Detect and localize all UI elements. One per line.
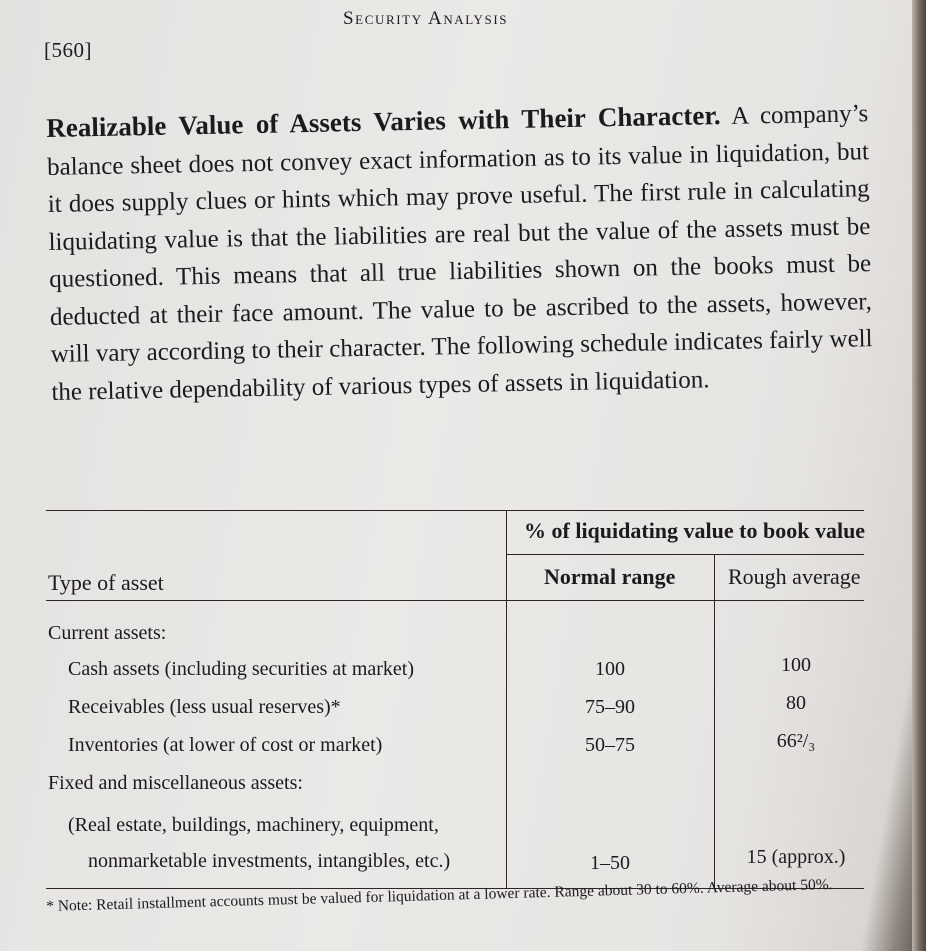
table-row-label: Inventories (at lower of cost or market) <box>68 734 383 756</box>
table-row-label: Cash assets (including securities at market) <box>68 658 415 680</box>
table-cell-normal-range: 1–50 <box>590 852 630 874</box>
page-edge-shadow <box>912 0 926 951</box>
table-cell-normal-range: 75–90 <box>585 696 635 718</box>
table-footnote: * Note: Retail installment accounts must be valued for liquidation at a lower rate. Range about 30 to 60%. Average about 50%. <box>46 876 833 915</box>
header-rule <box>46 600 864 601</box>
running-head: Security Analysis <box>343 8 509 29</box>
column-divider-1 <box>506 510 507 888</box>
column-header-rough-average: Rough average <box>728 564 861 589</box>
table-row-label: Fixed and miscellaneous assets: <box>48 772 303 794</box>
table-cell-rough-average: 15 (approx.) <box>746 846 846 868</box>
table-row-label: (Real estate, buildings, machinery, equipment, <box>68 814 439 836</box>
spanning-header: % of liquidating value to book value <box>524 518 866 543</box>
asset-liquidation-table <box>46 500 866 890</box>
spanner-rule <box>506 554 864 555</box>
body-paragraph <box>46 94 874 411</box>
table-top-rule <box>46 510 864 511</box>
column-divider-2 <box>714 554 715 888</box>
table-row-label: nonmarketable investments, intangibles, etc.) <box>88 850 451 872</box>
table-cell-rough-average: 80 <box>786 692 806 714</box>
page-number: [560] <box>44 38 92 62</box>
paragraph-heading: Realizable Value of Assets Varies with Their Character. <box>46 100 721 143</box>
paragraph-text: A company’s balance sheet does not convey exact information as to its value in liquidation, but it does supply clues or hints which may prove useful. The first rule in calculating liquidating value is that the liabilities are real but the value of the assets must be questioned. This means that all true liabilities shown on the books must be deducted at their face amount. The value to be ascribed to the assets, however, will vary according to their character. The following schedule indicates fairly well the relative dependability of various types of assets in liquidation. <box>46 100 873 406</box>
column-header-normal-range: Normal range <box>544 564 676 589</box>
table-cell-normal-range: 100 <box>595 658 625 680</box>
column-header-type: Type of asset <box>48 570 164 595</box>
table-cell-normal-range: 50–75 <box>585 734 635 756</box>
table-cell-rough-average: 66²/₃ <box>776 730 816 752</box>
table-cell-rough-average: 100 <box>781 654 811 676</box>
table-row-label: Current assets: <box>48 622 167 644</box>
table-row-label: Receivables (less usual reserves)* <box>68 696 341 718</box>
